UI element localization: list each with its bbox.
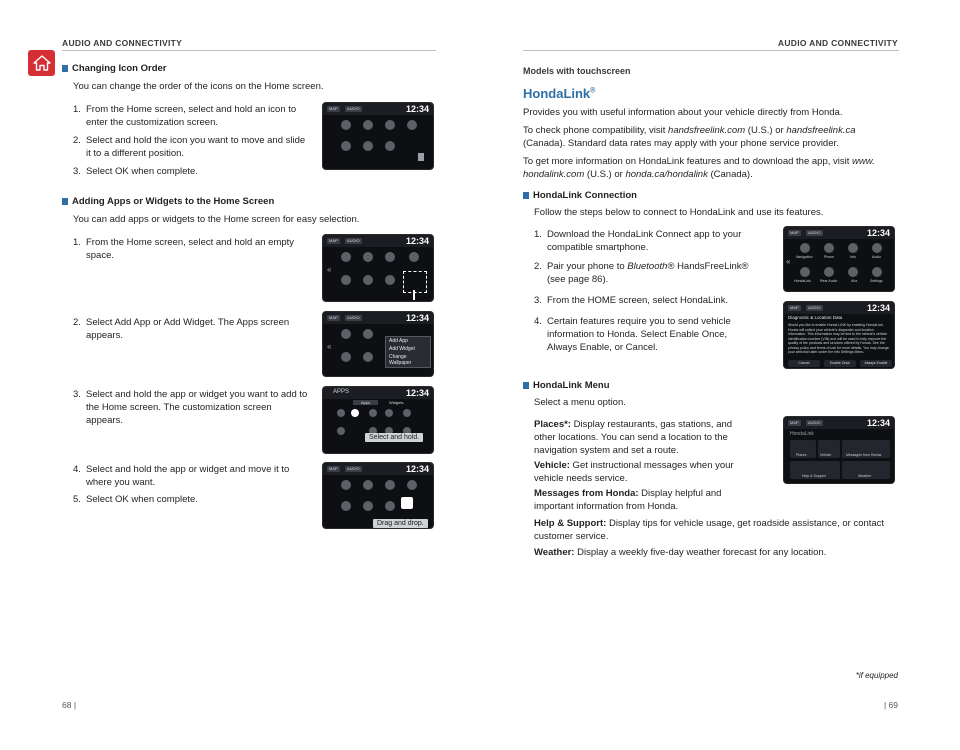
trash-icon [418, 153, 424, 161]
app-icon [800, 243, 810, 253]
link-hondalink-com[interactable]: hondalink.com [523, 169, 585, 180]
audio-icon [409, 252, 419, 262]
app-icon [363, 352, 373, 362]
bullet-square [62, 65, 68, 72]
menu-add-widget: Add Widget [389, 346, 415, 352]
step-item: 2. Select Add App or Add Widget. The Apps screen appears. [73, 317, 290, 341]
screenshot-hondalink-menu: MAP AUDIO 12:34 HondaLink Places Vehicle Messages from Honda Help & Support Weather [783, 416, 895, 484]
chevron-left-icon: « [327, 265, 332, 274]
chevron-left-icon: « [786, 257, 791, 266]
intro-text: You can add apps or widgets to the Home screen for easy selection. [73, 214, 360, 225]
step-item: 2. Select and hold the icon you want to move and slide it to a different position. [73, 135, 306, 159]
menu-add-app: Add App [389, 338, 408, 344]
app-icon [341, 120, 351, 130]
chevron-left-icon: « [327, 342, 332, 351]
header-divider-right [523, 50, 899, 51]
step-item: 1. From the Home screen, select and hold an empty space. [73, 237, 295, 261]
paragraph: To check phone compatibility, visit handsfreelink.com (U.S.) or handsfreelink.ca (Canada). Standard data rates may apply with your phone service provider. [523, 125, 856, 149]
paragraph: Provides you with useful information about your vehicle directly from Honda. [523, 107, 843, 118]
bullet-square [62, 198, 68, 205]
intro-text: Select a menu option. [534, 397, 626, 408]
app-icon [341, 252, 351, 262]
bullet-square [523, 192, 529, 199]
empty-space-highlight [403, 271, 427, 293]
app-icon [363, 501, 373, 511]
page-number-right: | 69 [883, 700, 898, 710]
menu-desc-weather: Weather: Display a weekly five-day weather forecast for any location. [534, 547, 827, 558]
section-heading: HondaLink Connection [533, 190, 637, 201]
app-icon [341, 329, 351, 339]
app-icon [407, 120, 417, 130]
app-icon [848, 267, 858, 277]
app-icon [369, 409, 377, 417]
app-icon-selected [351, 409, 359, 417]
settings-icon [872, 267, 882, 277]
app-icon [385, 275, 395, 285]
dragged-app-icon [401, 497, 413, 509]
paragraph: To get more information on HondaLink features and to download the app, visit www. hondalink.com (U.S.) or honda.ca/hondalink (Canada). [523, 156, 875, 180]
section-adding-apps [62, 196, 274, 207]
app-icon [341, 141, 351, 151]
app-icon [341, 352, 351, 362]
header-right: AUDIO AND CONNECTIVITY [777, 38, 898, 48]
audio-icon [872, 243, 882, 253]
step-item: 1. From the Home screen, select and hold an icon to enter the customization screen. [73, 104, 297, 128]
app-icon [341, 501, 351, 511]
step-item: 4. Certain features require you to send vehicle information to Honda. Select Enable Once, Always Enable, or Cancel. [534, 316, 731, 353]
app-icon [385, 409, 393, 417]
header-divider-left [62, 50, 436, 51]
app-icon [363, 275, 373, 285]
step-item: 4. Select and hold the app or widget and move it to where you want. [73, 464, 290, 488]
screenshot-empty-space: MAP AUDIO 12:34 « [322, 234, 434, 302]
app-icon [800, 267, 810, 277]
app-icon [824, 243, 834, 253]
screenshot-home-customize: MAP AUDIO 12:34 [322, 102, 434, 170]
app-icon [363, 480, 373, 490]
section-changing-icon-order [62, 63, 166, 74]
menu-desc-messages: Messages from Honda: Display helpful and important information from Honda. [534, 488, 722, 512]
context-menu [385, 336, 431, 368]
app-icon [385, 120, 395, 130]
step-item: 2. Pair your phone to Bluetooth® HandsFreeLink® (see page 86). [534, 261, 749, 285]
intro-text: Follow the steps below to connect to HondaLink and use its features. [534, 207, 824, 218]
screenshot-drag-and-drop: MAP AUDIO 12:34 Drag and drop. [322, 462, 434, 529]
menu-desc-places: Places*: Display restaurants, gas stations, and other locations. You can send a location to the navigation system and set a route. [534, 419, 733, 456]
caption-select-and-hold: Select and hold. [365, 433, 423, 442]
screenshot-add-app-menu: MAP AUDIO 12:34 Add App Add Widget Change Wallpaper « [322, 311, 434, 377]
header-left: AUDIO AND CONNECTIVITY [62, 38, 183, 48]
app-icon [385, 252, 395, 262]
app-icon [363, 252, 373, 262]
app-icon [848, 243, 858, 253]
link-handsfreelink-ca[interactable]: handsfreelink.ca [786, 125, 856, 136]
screenshot-apps-screen: APPS 12:34 Apps Widgets Select and hold. [322, 386, 434, 454]
page-title: HondaLink® [523, 86, 596, 101]
step-item: 3. Select and hold the app or widget you want to add to the Home screen. The customization screen appears. [73, 389, 308, 426]
step-item: 3. Select OK when complete. [73, 166, 198, 177]
app-icon [341, 480, 351, 490]
bullet-square [523, 382, 529, 389]
app-icon [385, 141, 395, 151]
app-icon [407, 480, 417, 490]
menu-desc-help: Help & Support: Display tips for vehicle usage, get roadside assistance, or contact customer service. [534, 518, 885, 542]
step-item: 3. From the HOME screen, select HondaLink. [534, 295, 729, 306]
section-heading: HondaLink Menu [533, 380, 610, 391]
app-icon [403, 409, 411, 417]
app-icon [337, 409, 345, 417]
screenshot-diagnostic: MAP AUDIO 12:34 Diagnostic & Location Data Would you like to enable Honda LINK by enabling HondaLink, Honda will collect your vehicle's diagnostic and location information. This information may be tied to the vehicle's vehicle identification number (VIN) and will be used to help improve the quality of the products and services offered by Honda. See the privacy policy and terms of use for more details. You may change your selection later under the Info Settings Menu. Cancel Enable Once Always Enable [783, 301, 895, 369]
app-icon [363, 120, 373, 130]
section-heading: Changing Icon Order [72, 63, 167, 74]
page-number-left: 68 | [62, 700, 77, 710]
home-icon [33, 55, 51, 71]
app-icon [337, 427, 345, 435]
step-item: 1. Download the HondaLink Connect app to your compatible smartphone. [534, 229, 742, 253]
section-hondalink-connection [523, 190, 637, 201]
link-www[interactable]: www. [852, 156, 875, 167]
link-handsfreelink-com[interactable]: handsfreelink.com [668, 125, 746, 136]
home-button[interactable] [28, 50, 55, 76]
footnote-if-equipped: *if equipped [855, 671, 898, 680]
screenshot-home-hondalink: MAP AUDIO 12:34 Navigation Phone Info Audio HondaLink Rear Audio Aha Settings « [783, 226, 895, 292]
menu-change-wallpaper: Change Wallpaper [389, 354, 412, 366]
app-icon [385, 501, 395, 511]
section-hondalink-menu [523, 380, 610, 391]
app-icon [341, 275, 351, 285]
arrow-up-icon [413, 290, 415, 300]
caption-drag-and-drop: Drag and drop. [373, 519, 428, 528]
section-heading: Adding Apps or Widgets to the Home Screen [72, 196, 275, 207]
app-icon [363, 141, 373, 151]
link-honda-ca-hondalink[interactable]: honda.ca/hondalink [625, 169, 708, 180]
models-subheading: Models with touchscreen [523, 66, 631, 76]
intro-text: You can change the order of the icons on the Home screen. [73, 81, 324, 92]
menu-desc-vehicle: Vehicle: Get instructional messages when your vehicle needs service. [534, 460, 734, 484]
app-icon [363, 329, 373, 339]
app-icon [385, 480, 395, 490]
app-icon [824, 267, 834, 277]
step-item: 5. Select OK when complete. [73, 494, 198, 505]
